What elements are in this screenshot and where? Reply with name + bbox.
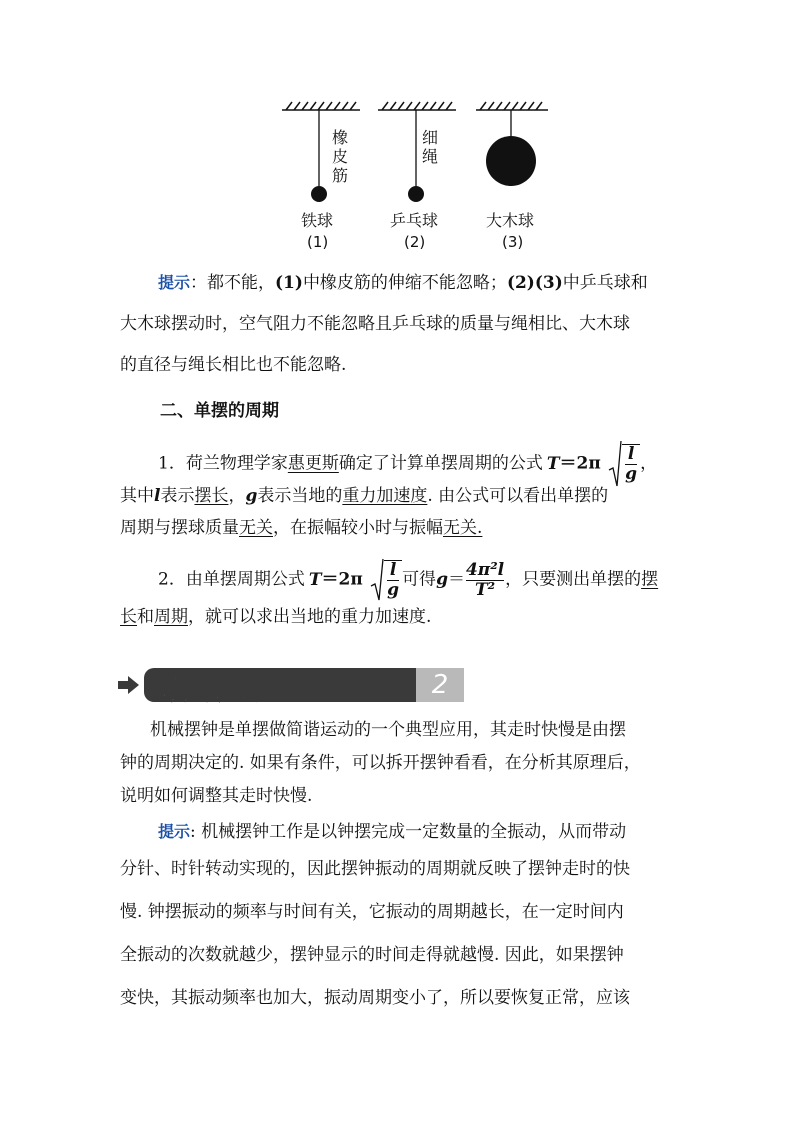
rope-label-char: 细: [422, 128, 439, 147]
formula-T: T: [546, 453, 560, 474]
figure-number-1: (1): [307, 233, 329, 251]
var-g: g: [245, 486, 258, 506]
practice-banner: [118, 668, 449, 706]
item2-text: 和: [137, 607, 154, 627]
hint2-text: : 机械摆钟工作是以钟摆完成一定数量的全振动，从而带动: [190, 822, 627, 842]
section-title: 二、单摆的周期: [160, 401, 279, 421]
rope-label-char: 绳: [422, 147, 439, 166]
hint2-line: 分针、时针转动实现的，因此摆钟振动的周期就反映了摆钟走时的快: [120, 859, 630, 879]
item1-text: 表示当地的: [257, 486, 343, 506]
hint1-ref: (1): [275, 273, 303, 293]
item1-line3: [120, 517, 680, 539]
item1-text: 1．荷兰物理学家: [158, 453, 288, 474]
caption-ping-pong-ball: 乒乓球: [390, 211, 439, 230]
caption-wood-ball: 大木球: [486, 211, 535, 230]
unrelated-amplitude: 无关: [443, 518, 477, 538]
frac-den: g: [625, 464, 638, 484]
item2-line1: [158, 558, 718, 602]
hint2-line: 全振动的次数就越少，摆钟显示的时间走得就越慢. 因此，如果摆钟: [120, 945, 624, 965]
item1-text: .: [477, 518, 483, 538]
caption-iron-ball: 铁球: [301, 211, 334, 230]
item1-text: 表示: [160, 486, 195, 506]
banner-title: 对点训练: [154, 676, 271, 706]
item2-text: 2．由单摆周期公式: [158, 569, 305, 590]
formula-T: T: [308, 569, 322, 590]
question-line: 机械摆钟是单摆做简谐运动的一个典型应用，其走时快慢是由摆: [150, 720, 626, 740]
item1-text: 确定了计算单摆周期的公式: [338, 453, 543, 474]
item1-text: 周期与摆球质量: [120, 518, 239, 538]
rubber-label: [332, 128, 350, 185]
formula-eq: ＝2π: [559, 453, 601, 474]
hint2-line1: [158, 821, 718, 843]
hint-label: 提示: [158, 822, 191, 841]
item1-text: ，: [640, 453, 658, 474]
hint-label: 提示: [158, 273, 191, 292]
question-line: 钟的周期决定的. 如果有条件，可以拆开摆钟看看，在分析其原理后，: [120, 753, 641, 773]
item1-line2: [120, 485, 680, 507]
banner-bar: [316, 668, 416, 702]
frac-num: l: [625, 445, 637, 465]
item1-line1: [158, 440, 718, 488]
rubber-label-char: 皮: [332, 147, 349, 166]
hint1-line3: 的直径与绳长相比也不能忽略.: [120, 355, 347, 375]
hint2-line: 慢. 钟摆振动的频率与时间有关，它振动的周期越长，在一定时间内: [120, 902, 624, 922]
hint1-text: 中乒乓球和: [562, 273, 648, 293]
ceiling-2: [378, 102, 456, 110]
pendulum-period: 周期: [154, 607, 188, 627]
arrow-right-icon: [118, 676, 140, 694]
g-fraction: [466, 561, 504, 600]
hint2-line: 变快，其振动频率也加大，振动周期变小了，所以要恢复正常，应该: [120, 988, 630, 1008]
figure-number-2: (2): [404, 233, 426, 251]
figure-number-3: (3): [502, 233, 524, 251]
gravity-acceleration: 重力加速度: [342, 486, 428, 506]
pendulum-length: 摆: [641, 569, 659, 590]
sqrt-icon: [370, 558, 384, 602]
pendulum-length: 摆长: [194, 486, 229, 506]
item1-text: . 由公式可以看出单摆的: [427, 486, 609, 506]
hint1-line2: 大木球摆动时，空气阻力不能忽略且乒乓球的质量与绳相比、大木球: [120, 314, 630, 334]
formula-fraction: [384, 560, 402, 600]
item2-text: ，就可以求出当地的重力加速度.: [188, 607, 432, 627]
formula-fraction: [622, 444, 640, 484]
item1-text: ，: [228, 486, 246, 506]
hint1-text: ：都不能，: [190, 273, 276, 293]
frac-num: 4π²l: [465, 559, 505, 580]
question-line: 说明如何调整其走时快慢.: [120, 786, 313, 806]
pendulum-length: 长: [120, 607, 137, 627]
sqrt-icon: [608, 440, 622, 488]
hint1-ref: (2)(3): [506, 273, 563, 293]
pendulum-figure: [280, 98, 550, 258]
scientist-name: 惠更斯: [287, 453, 339, 474]
formula-eq: ＝2π: [321, 569, 363, 590]
unrelated-mass: 无关: [239, 518, 273, 538]
item1-text: 其中: [120, 486, 154, 506]
ceiling-1: [282, 102, 360, 110]
item1-text: ，在振幅较小时与振幅: [273, 518, 443, 538]
frac-den: g: [387, 580, 400, 600]
hint1-line1: [158, 272, 718, 294]
ceiling-3: [476, 102, 548, 110]
banner-number: 2: [416, 668, 464, 702]
hint1-text: 中橡皮筋的伸缩不能忽略；: [302, 273, 507, 293]
iron-ball: [311, 186, 327, 202]
ping-pong-ball: [408, 186, 424, 202]
frac-den: T²: [474, 579, 496, 600]
var-l: l: [154, 486, 161, 506]
rubber-label-char: 筋: [332, 166, 349, 185]
pendulum-diagram: [280, 98, 550, 208]
wood-ball: [486, 136, 536, 186]
var-g: g: [436, 569, 448, 590]
frac-num: l: [387, 561, 399, 581]
item2-text: ＝: [447, 569, 465, 590]
rope-label: [422, 128, 440, 166]
sqrt-formula: [370, 558, 402, 602]
item2-text: 可得: [402, 569, 437, 590]
sqrt-formula: [608, 440, 640, 488]
item2-text: ，只要测出单摆的: [505, 569, 642, 590]
item2-line2: [120, 606, 680, 628]
rubber-label-char: 橡: [332, 128, 349, 147]
